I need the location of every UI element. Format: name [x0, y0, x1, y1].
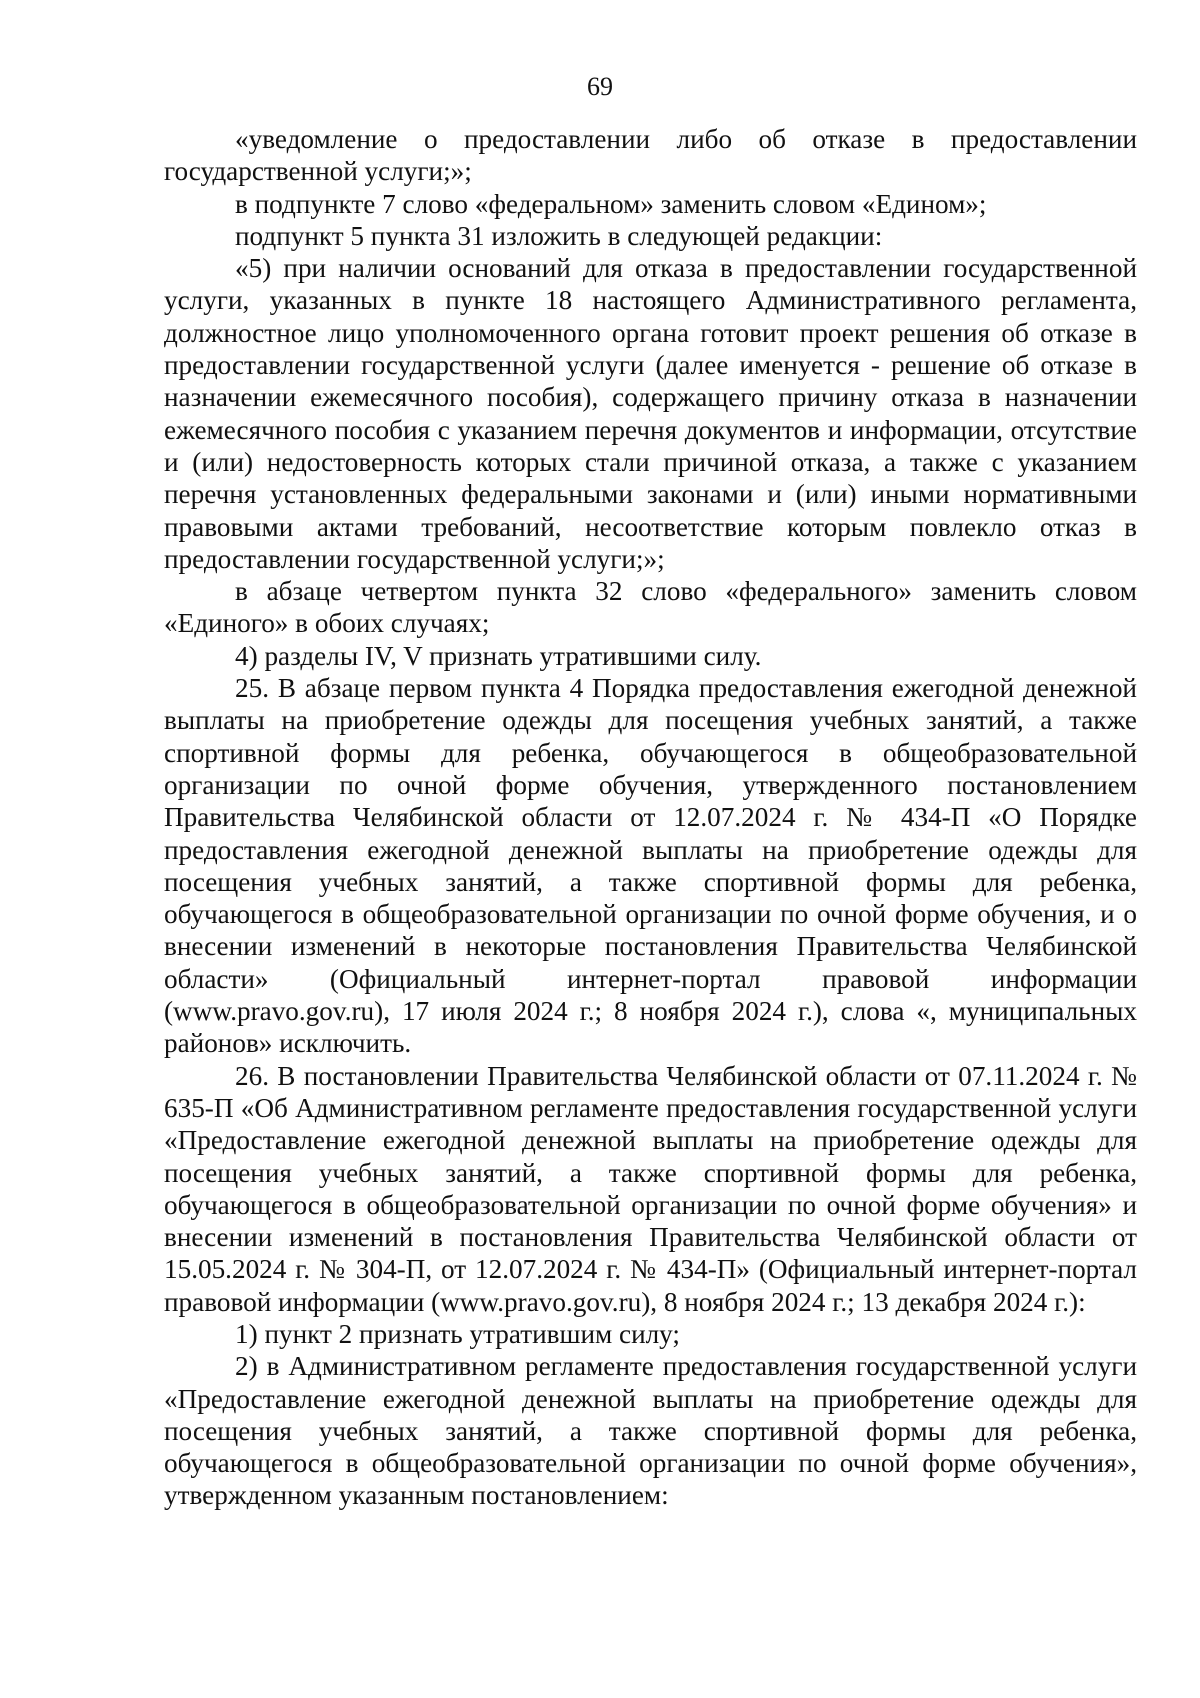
page-number: 69	[587, 72, 613, 101]
paragraph-item-26: 26. В постановлении Правительства Челябинской области от 07.11.2024 г. № 635-П «Об Административном регламенте предоставления государственной услуги «Предоставление ежегодной денежной выплаты на приобретение одежды для посещения учебных занятий, а также спортивной формы для ребенка, обучающегося в общеобразовательной организации по очной форме обучения» и внесении изменений в постановления Правительства Челябинской области от 15.05.2024 г. № 304-П, от 12.07.2024 г. № 434-П» (Официальный интернет-портал правовой информации (www.pravo.gov.ru), 8 ноября 2024 г.; 13 декабря 2024 г.):	[164, 1060, 1137, 1317]
paragraph-subpoint-7: в подпункте 7 слово «федеральном» заменить словом «Едином»;	[235, 188, 987, 219]
paragraph-item-25: 25. В абзаце первом пункта 4 Порядка предоставления ежегодной денежной выплаты на приобретение одежды для посещения учебных занятий, а также спортивной формы для ребенка, обучающегося в общеобразовательной организации по очной форме обучения, утвержденного постановлением Правительства Челябинской области от 12.07.2024 г. № 434-П «О Порядке предоставления ежегодной денежной выплаты на приобретение одежды для посещения учебных занятий, а также спортивной формы для ребенка, обучающегося в общеобразовательной организации по очной форме обучения, и о внесении изменений в некоторые постановления Правительства Челябинской области» (Официальный интернет-портал правовой информации (www.pravo.gov.ru), 17 июля 2024 г.; 8 ноября 2024 г.), слова «, муниципальных районов» исключить.	[164, 673, 1137, 1059]
paragraph-subpoint-5-text: «5) при наличии оснований для отказа в предоставлении государственной услуги, указанных в пункте 18 настоящего Административного регламента, должностное лицо уполномоченного органа готовит проект решения об отказе в предоставлении государственной услуги (далее именуется - решение об отказе в назначении ежемесячного пособия), содержащего причину отказа в назначении ежемесячного пособия с указанием перечня документов и информации, отсутствие и (или) недостоверность которых стали причиной отказа, а также с указанием перечня установленных федеральными законами и (или) иными нормативными правовыми актами требований, несоответствие которым повлекло отказ в предоставлении государственной услуги;»;	[164, 253, 1137, 574]
paragraph-item-26-2: 2) в Административном регламенте предоставления государственной услуги «Предоставление ежегодной денежной выплаты на приобретение одежды для посещения учебных занятий, а также спортивной формы для ребенка, обучающегося в общеобразовательной организации по очной форме обучения», утвержденном указанным постановлением:	[164, 1351, 1137, 1511]
paragraph-subpoint-5-intro: подпункт 5 пункта 31 изложить в следующей редакции:	[235, 220, 883, 251]
document-body	[164, 123, 1137, 1512]
paragraph-point-32: в абзаце четвертом пункта 32 слово «федерального» заменить словом «Единого» в обоих случаях;	[164, 576, 1137, 639]
paragraph-notification-wording: «уведомление о предоставлении либо об отказе в предоставлении государственной услуги;»;	[164, 124, 1137, 187]
paragraph-sections-iv-v: 4) разделы IV, V признать утратившими силу.	[235, 640, 762, 671]
paragraph-item-26-1: 1) пункт 2 признать утратившим силу;	[235, 1318, 680, 1349]
